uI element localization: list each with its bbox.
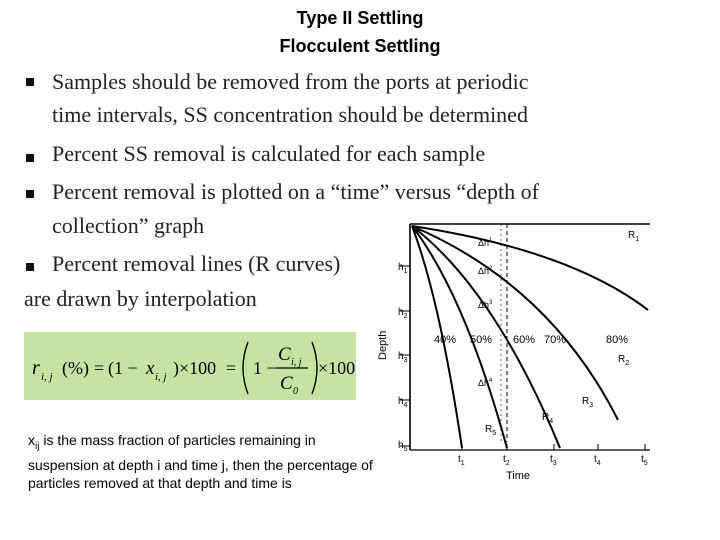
bullet-4-line-1: Percent removal lines (R curves) — [52, 251, 341, 276]
delta-h4-label: $\Delta h^4$ — [478, 378, 493, 388]
bullet-marker-3 — [26, 190, 34, 198]
formula-times-100-2: ×100 — [318, 358, 356, 378]
percent-label-80: 80% — [606, 334, 629, 346]
time-label-t3: $t_3$ — [550, 454, 557, 467]
big-right-paren — [312, 342, 317, 394]
time-label-t2: $t_2$ — [503, 454, 510, 467]
formula-denominator-sub: 0 — [293, 386, 298, 397]
formula-denominator: C — [280, 373, 293, 394]
slide-title: Type II Settling — [296, 8, 424, 28]
formula-equals-1: = — [94, 358, 105, 378]
percent-label-50: 50% — [470, 334, 493, 346]
percent-label-60: 60% — [513, 334, 536, 346]
curve-label-r1: $R_1$ — [628, 230, 640, 243]
formula-close-paren: ) — [173, 358, 179, 378]
depth-label-h4: $h_4$ — [398, 396, 408, 409]
bullet-3-line-1: Percent removal is plotted on a “time” versus “depth of — [52, 179, 539, 204]
delta-h3-label: $\Delta h^3$ — [478, 300, 493, 310]
caption-text: is the mass fraction of particles remaining in suspension at depth i and time j, then the percentage of particles removed at that depth and time is — [28, 432, 373, 491]
bullet-marker-4 — [26, 263, 34, 271]
curve-label-r5: $R_5$ — [485, 424, 497, 437]
caption-sub: ij — [35, 440, 40, 452]
time-label-t4: $t_4$ — [594, 454, 601, 467]
time-axis-label: Time — [506, 470, 531, 482]
bullet-1-line-1: Samples should be removed from the ports at periodic — [52, 69, 529, 94]
bullet-marker-1 — [26, 78, 34, 86]
removal-curve-r1 — [412, 226, 648, 310]
percent-label-70: 70% — [544, 334, 567, 346]
settling-diagram — [370, 190, 660, 490]
delta-h2-label: $\Delta h^2$ — [478, 266, 493, 276]
bullet-3-line-2: collection” graph — [52, 213, 205, 238]
depth-label-h3: $h_3$ — [398, 351, 408, 364]
formula-one-minus: 1 − — [253, 358, 277, 378]
formula-caption — [28, 431, 373, 492]
formula-x-sub: i, j — [155, 371, 167, 383]
depth-axis-label: Depth — [377, 330, 389, 360]
formula-numerator-sub: i, j — [291, 357, 302, 368]
time-label-t1: $t_1$ — [458, 454, 465, 467]
percent-label-40: 40% — [434, 334, 457, 346]
formula-lhs-var: r — [32, 357, 40, 379]
curve-label-r3: $R_3$ — [582, 396, 594, 409]
formula-numerator: C — [278, 344, 291, 365]
formula-equals-2: = — [226, 358, 237, 378]
bullet-continuation: are drawn by interpolation — [24, 286, 257, 311]
formula-lhs-unit: (%) — [62, 358, 89, 378]
caption-var: x — [28, 432, 35, 448]
formula-open-paren: (1 − — [108, 358, 138, 378]
curve-label-r4: $R_4$ — [542, 412, 554, 425]
big-left-paren — [243, 342, 248, 394]
delta-h1-label: $\Delta h^1$ — [478, 238, 493, 248]
removal-curve-r4 — [412, 226, 507, 448]
depth-label-h5: $h_5$ — [398, 440, 408, 453]
formula-x-var: x — [146, 358, 155, 379]
depth-label-h2: $h_2$ — [398, 307, 408, 320]
slide-subtitle: Flocculent Settling — [279, 36, 441, 56]
curve-label-r2: $R_2$ — [618, 354, 630, 367]
bullet-2-line-1: Percent SS removal is calculated for each sample — [52, 141, 486, 166]
depth-label-h1: $h_1$ — [398, 262, 408, 275]
formula-graphic — [24, 332, 356, 400]
formula-lhs-sub: i, j — [41, 371, 53, 383]
bullet-1-line-2: time intervals, SS concentration should be determined — [52, 102, 528, 127]
bullet-marker-2 — [26, 154, 34, 162]
time-label-t5: $t_5$ — [641, 454, 648, 467]
removal-formula — [24, 332, 356, 400]
formula-times-100-1: ×100 — [179, 358, 217, 378]
